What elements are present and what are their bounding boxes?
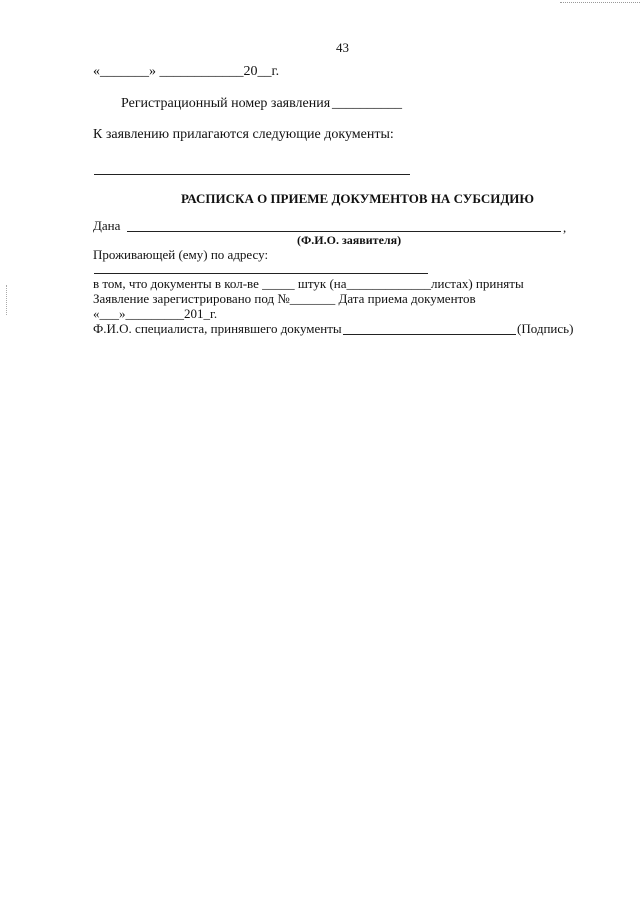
documents-accepted-line: в том, что документы в кол-ве _____ штук (на_____________листах) приняты	[93, 276, 524, 291]
registration-number-blank: __________	[332, 96, 402, 111]
attachments-line	[94, 174, 410, 175]
scan-artifact-left	[6, 285, 7, 315]
registration-number-label: Регистрационный номер заявления	[121, 96, 331, 111]
address-label: Проживающей (ему) по адресу:	[93, 247, 269, 262]
registered-line: Заявление зарегистрировано под №_______ Дата приема документов	[93, 291, 476, 306]
scan-artifact-top	[560, 2, 640, 3]
specialist-label: Ф.И.О. специалиста, принявшего документы	[93, 321, 342, 336]
page-number: 43	[336, 40, 349, 55]
fio-caption: (Ф.И.О. заявителя)	[297, 233, 402, 247]
issued-to-label: Дана	[93, 218, 121, 233]
date-line: «_______» ____________20__г.	[93, 64, 280, 79]
address-line	[94, 273, 428, 274]
issued-to-comma: ,	[563, 220, 567, 235]
signature-label: (Подпись)	[517, 321, 574, 336]
receipt-date-line: «___»_________201_г.	[93, 306, 218, 321]
specialist-line	[343, 334, 516, 335]
receipt-title: РАСПИСКА О ПРИЕМЕ ДОКУМЕНТОВ НА СУБСИДИЮ	[181, 191, 535, 206]
issued-to-line	[127, 231, 561, 232]
attachments-label: К заявлению прилагаются следующие документы:	[93, 127, 394, 142]
